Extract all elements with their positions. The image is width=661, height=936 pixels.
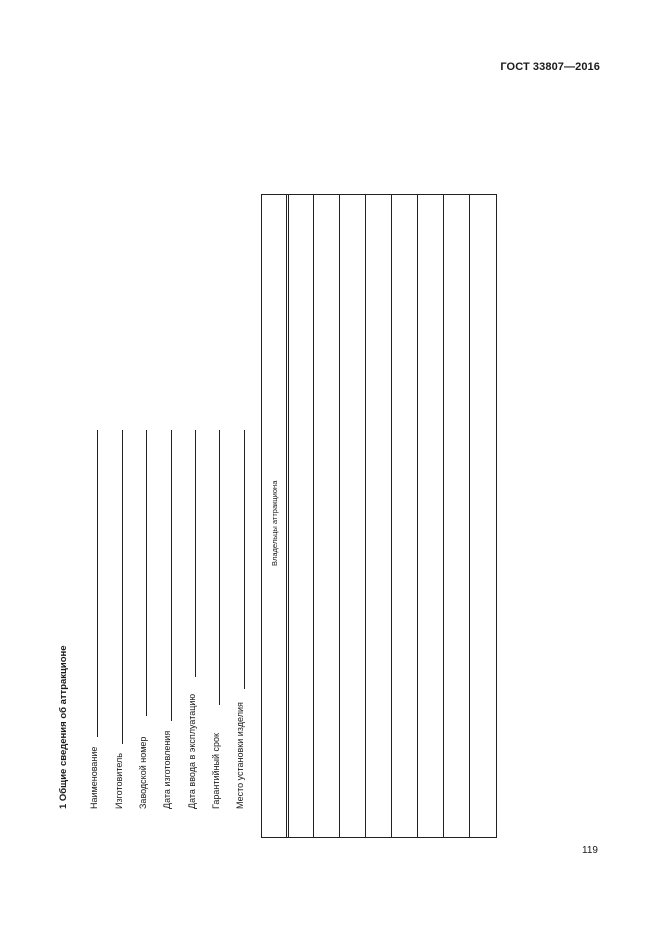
field-line-install-location: [244, 430, 245, 689]
table-column-divider: [443, 195, 444, 837]
field-label-manufacturer: Изготовитель: [114, 753, 124, 809]
field-line-manufacture-date: [171, 430, 172, 721]
table-column-divider: [313, 195, 314, 837]
field-label-manufacture-date: Дата изготовления: [162, 730, 172, 809]
table-column-divider: [469, 195, 470, 837]
field-label-install-location: Место установки изделия: [235, 702, 245, 809]
table-column-divider: [365, 195, 366, 837]
field-line-serial-number: [146, 430, 147, 716]
field-line-warranty: [219, 430, 220, 705]
table-column-divider: [339, 195, 340, 837]
owners-table-header: Владельцы аттракциона: [270, 480, 279, 566]
field-label-warranty: Гарантийный срок: [211, 733, 221, 809]
table-column-divider: [391, 195, 392, 837]
field-line-name: [97, 430, 98, 737]
field-line-commissioning-date: [195, 430, 196, 677]
table-column-divider: [286, 195, 287, 837]
field-line-manufacturer: [122, 430, 123, 744]
section-title: 1 Общие сведения об аттракционе: [58, 645, 69, 809]
field-label-name: Наименование: [89, 746, 99, 809]
table-column-divider: [417, 195, 418, 837]
field-label-serial-number: Заводской номер: [138, 736, 148, 809]
field-label-commissioning-date: Дата ввода в эксплуатацию: [187, 693, 197, 809]
document-code: ГОСТ 33807—2016: [500, 61, 600, 73]
page-number: 119: [582, 845, 598, 856]
table-column-divider: [288, 195, 289, 837]
owners-table: [261, 194, 497, 838]
